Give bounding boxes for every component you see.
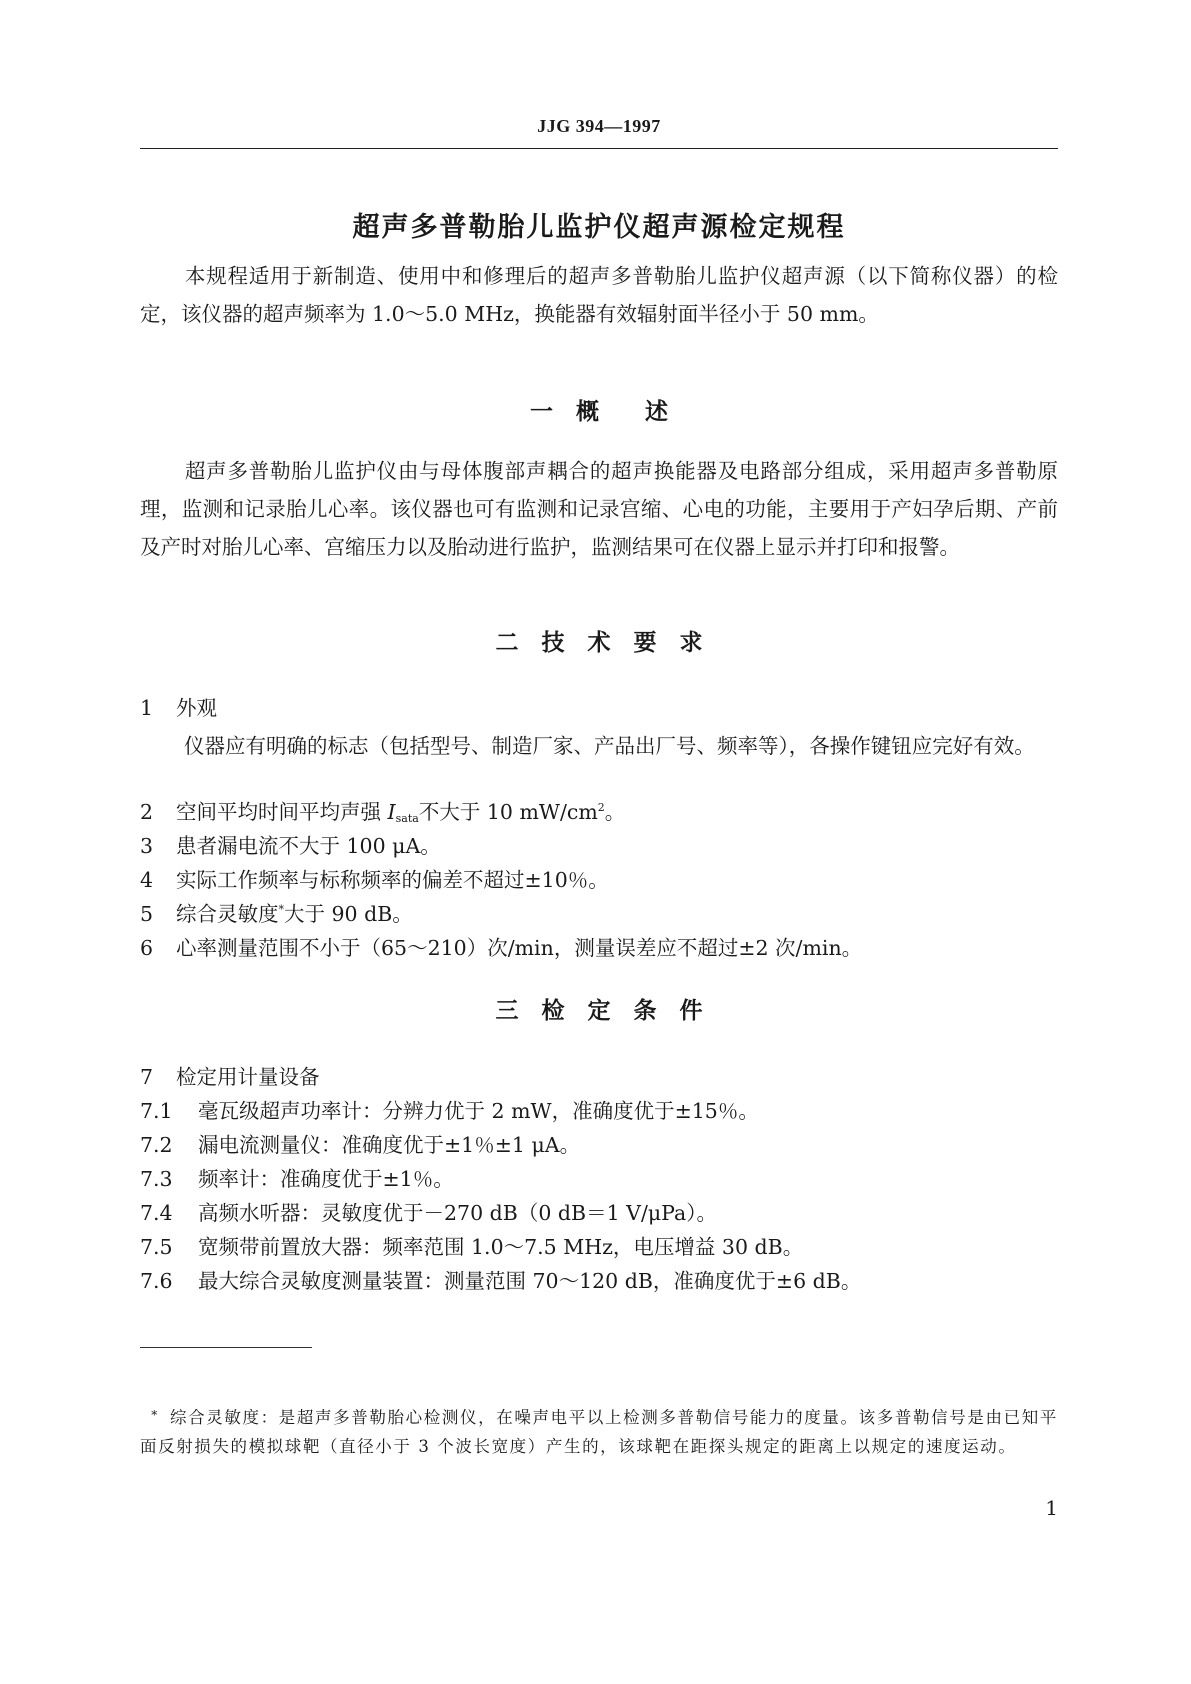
condition-7-6 <box>140 1262 1058 1300</box>
item-number: 1 <box>140 696 154 720</box>
page-number: 1 <box>1045 1496 1058 1520</box>
document-page <box>140 0 1058 1684</box>
requirement-1 <box>140 689 1058 727</box>
header-rule <box>140 148 1058 149</box>
intensity-symbol: I <box>387 800 396 824</box>
item-number: 2 <box>140 800 154 824</box>
item-number: 3 <box>140 834 154 858</box>
footnote <box>140 1404 1058 1461</box>
item-text: 最大综合灵敏度测量装置：测量范围 70～120 dB，准确度优于±6 dB。 <box>198 1269 862 1293</box>
item-text: 外观 <box>176 696 217 720</box>
item-number: 7.4 <box>140 1201 173 1225</box>
footnote-marker: * <box>151 1408 159 1422</box>
item-number: 7.1 <box>140 1099 173 1123</box>
section-overview-heading: 一 概 述 <box>530 399 668 425</box>
document-title: 超声多普勒胎儿监护仪超声源检定规程 <box>352 212 846 243</box>
requirement-6 <box>140 929 1058 967</box>
requirement-4 <box>140 861 1058 899</box>
unit-superscript: 2 <box>597 801 605 814</box>
condition-7-4 <box>140 1194 1058 1232</box>
item-number: 7.2 <box>140 1133 173 1157</box>
intensity-subscript: sata <box>395 812 419 825</box>
item-number: 7.5 <box>140 1235 173 1259</box>
item-text: 实际工作频率与标称频率的偏差不超过±10％。 <box>176 868 609 892</box>
item-text: 宽频带前置放大器：频率范围 1.0～7.5 MHz，电压增益 30 dB。 <box>198 1235 804 1259</box>
intro-paragraph <box>140 257 1058 333</box>
item-text-end: 。 <box>604 800 626 824</box>
overview-text: 超声多普勒胎儿监护仪由与母体腹部声耦合的超声换能器及电路部分组成，采用超声多普勒原理，监测和记录胎儿心率。该仪器也可有监测和记录宫缩、心电的功能，主要用于产妇孕后期、产前及产时对胎儿心率、宫缩压力以及胎动进行监护，监测结果可在仪器上显示并打印和报警。 <box>140 459 1058 559</box>
footnote-rule <box>140 1347 312 1348</box>
intro-text: 本规程适用于新制造、使用中和修理后的超声多普勒胎儿监护仪超声源（以下简称仪器）的检定，该仪器的超声频率为 1.0～5.0 MHz，换能器有效辐射面半径小于 50 mm。 <box>140 264 1058 326</box>
condition-7-2 <box>140 1126 1058 1164</box>
item-number: 5 <box>140 902 154 926</box>
item-text-end: 大于 90 dB。 <box>284 902 413 926</box>
footnote-marker: * <box>278 903 284 916</box>
item-text: 毫瓦级超声功率计：分辨力优于 2 mW，准确度优于±15％。 <box>198 1099 759 1123</box>
condition-7-5 <box>140 1228 1058 1266</box>
item-text: 患者漏电流不大于 100 μA。 <box>176 834 441 858</box>
item-text: 漏电流测量仪：准确度优于±1％±1 μA。 <box>198 1133 581 1157</box>
item-number: 7.6 <box>140 1269 173 1293</box>
item-text-pre: 空间平均时间平均声强 <box>176 800 388 824</box>
standard-code-header: JJG 394—1997 <box>537 116 661 136</box>
item-detail-text: 仪器应有明确的标志（包括型号、制造厂家、产品出厂号、频率等），各操作键钮应完好有效。 <box>184 734 1035 758</box>
section-technical-requirements-heading: 二 技 术 要 求 <box>495 630 703 656</box>
requirement-3 <box>140 827 1058 865</box>
item-number: 6 <box>140 936 154 960</box>
condition-7-1 <box>140 1092 1058 1130</box>
overview-paragraph <box>140 452 1058 566</box>
item-text: 心率测量范围不小于（65～210）次/min，测量误差应不超过±2 次/min。 <box>176 936 863 960</box>
item-text: 检定用计量设备 <box>176 1065 320 1089</box>
condition-7-3 <box>140 1160 1058 1198</box>
footnote-text: 综合灵敏度：是超声多普勒胎心检测仪，在噪声电平以上检测多普勒信号能力的度量。该多普勒信号是由已知平面反射损失的模拟球靶（直径小于 3 个波长宽度）产生的，该球靶在距探头规定的距离上以规定的速度运动。 <box>140 1408 1058 1456</box>
item-number: 7 <box>140 1065 154 1089</box>
item-text: 频率计：准确度优于±1％。 <box>198 1167 454 1191</box>
item-text-pre: 综合灵敏度 <box>176 902 279 926</box>
item-number: 7.3 <box>140 1167 173 1191</box>
item-number: 4 <box>140 868 154 892</box>
section-verification-conditions-heading: 三 检 定 条 件 <box>495 998 703 1024</box>
requirement-1-detail <box>140 727 1058 765</box>
item-text: 高频水听器：灵敏度优于－270 dB（0 dB＝1 V/μPa）。 <box>198 1201 718 1225</box>
condition-7 <box>140 1058 1058 1096</box>
item-text-mid: 不大于 10 mW/cm <box>418 800 598 824</box>
